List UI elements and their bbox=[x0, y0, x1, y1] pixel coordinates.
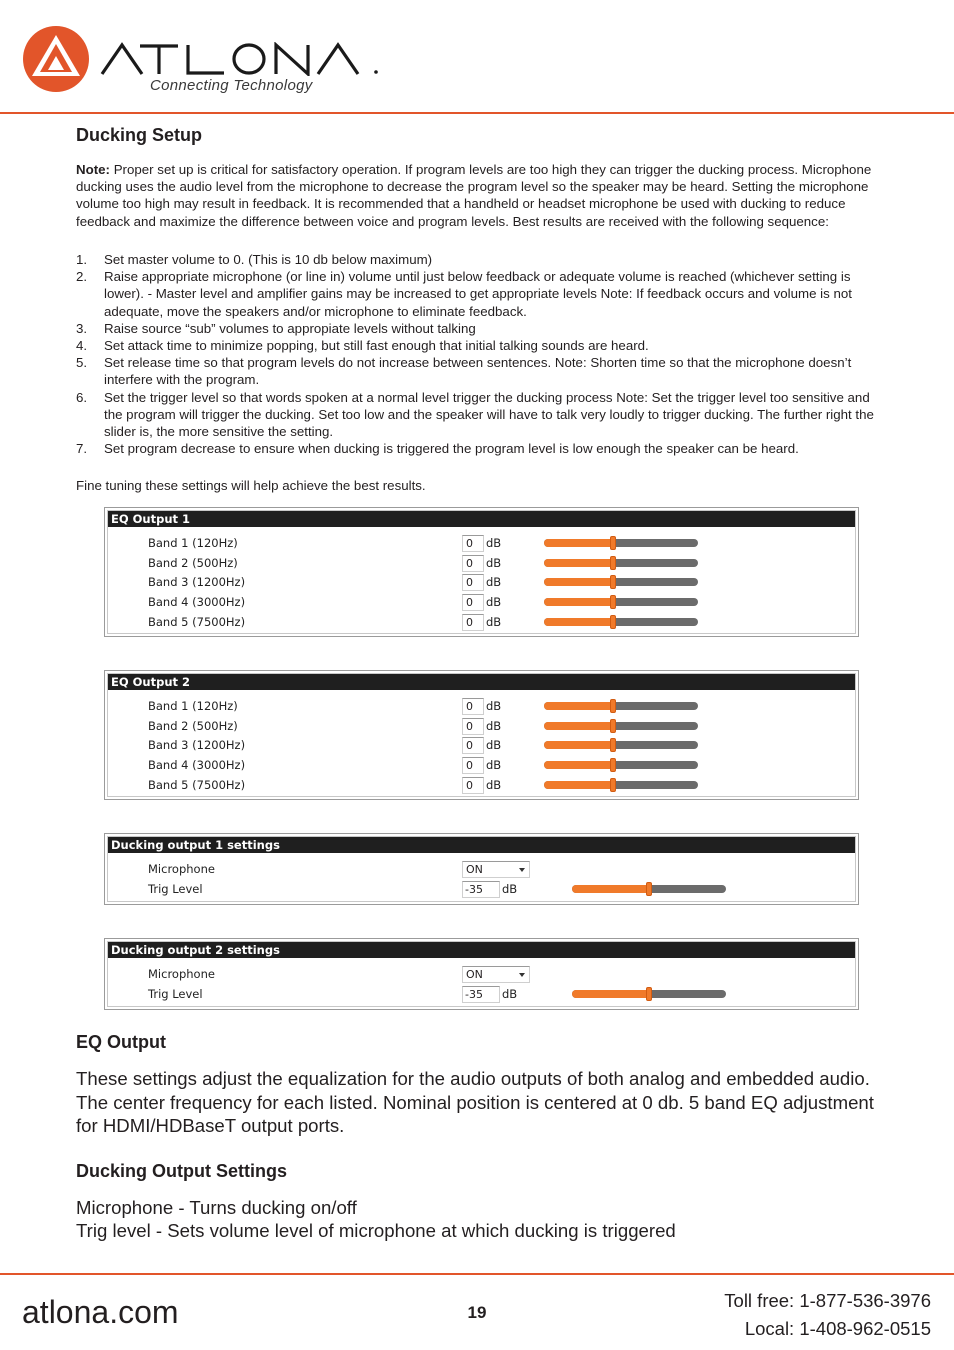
step-number: 4. bbox=[76, 338, 88, 354]
eq-output-1-panel bbox=[104, 507, 859, 637]
step-text: Set attack time to minimize popping, but still fast enough that initial talking sounds are heard. bbox=[104, 338, 649, 354]
step-number: 1. bbox=[76, 252, 88, 267]
slider-handle[interactable] bbox=[610, 615, 616, 629]
note-text: Proper set up is critical for satisfactory operation. If program levels are too high they can trigger the ducking process. Microphone ducking uses the audio level from the microphone to decrease the program level so the speaker may be heard. Setting the microphone volume too high may result in feedback. It is recommended that a handheld or headset microphone be used with ducking to reduce feedback and maximize the difference between voice and program levels. Best results are received with the following sequence: bbox=[76, 162, 872, 229]
band-value-input[interactable]: 0 bbox=[462, 777, 484, 794]
eq2-band-4-row bbox=[108, 756, 855, 775]
slider-fill bbox=[544, 578, 613, 586]
unit-label: dB bbox=[486, 536, 502, 550]
slider-handle[interactable] bbox=[610, 556, 616, 570]
unit-label: dB bbox=[486, 699, 502, 713]
band-slider[interactable] bbox=[544, 741, 698, 749]
band-label: Band 1 (120Hz) bbox=[148, 699, 238, 713]
slider-handle[interactable] bbox=[610, 758, 616, 772]
slider-handle[interactable] bbox=[610, 699, 616, 713]
note-label: Note: bbox=[76, 162, 110, 177]
step-number: 7. bbox=[76, 441, 88, 457]
eq2-band-3-row bbox=[108, 736, 855, 755]
ducking-output-1-panel bbox=[104, 833, 859, 905]
slider-fill bbox=[544, 741, 613, 749]
band-label: Band 4 (3000Hz) bbox=[148, 595, 246, 609]
slider-handle[interactable] bbox=[646, 987, 652, 1001]
slider-fill bbox=[544, 618, 613, 626]
band-label: Band 5 (7500Hz) bbox=[148, 615, 246, 629]
trig-level-input[interactable]: -35 bbox=[462, 986, 500, 1003]
slider-handle[interactable] bbox=[610, 738, 616, 752]
ducking1-microphone-row bbox=[108, 860, 855, 879]
band-slider[interactable] bbox=[544, 539, 698, 547]
slider-handle[interactable] bbox=[610, 575, 616, 589]
eq-output-description: These settings adjust the equalization for the audio outputs of both analog and embedded audio. The center frequency for each listed. Nominal position is centered at 0 db. 5 band EQ adjustment for HDMI/HDBaseT output ports. bbox=[76, 1068, 874, 1136]
eq2-band-5-row bbox=[108, 776, 855, 795]
step-number: 3. bbox=[76, 320, 88, 336]
section-heading-ducking-setup: Ducking Setup bbox=[76, 125, 203, 145]
ducking2-trig-row bbox=[108, 985, 855, 1004]
step-text: Set master volume to 0. (This is 10 db below maximum) bbox=[104, 252, 433, 267]
section-heading-eq-output: EQ Output bbox=[76, 1032, 166, 1052]
slider-fill bbox=[572, 990, 649, 998]
unit-label: dB bbox=[502, 882, 518, 896]
list-item bbox=[76, 440, 888, 457]
band-slider[interactable] bbox=[544, 598, 698, 606]
band-label: Band 3 (1200Hz) bbox=[148, 738, 246, 752]
slider-fill bbox=[544, 539, 613, 547]
eq1-band-1-row bbox=[108, 534, 855, 553]
step-number: 2. bbox=[76, 269, 88, 285]
band-slider[interactable] bbox=[544, 781, 698, 789]
unit-label: dB bbox=[486, 738, 502, 752]
step-text: Set the trigger level so that words spoken at a normal level trigger the ducking process Note: Set the trigger level too sensitive and the program will trigger the ducking. Set too low and the speaker will have to talk very loudly to trigger ducking. The further right the slider is, the more sensitive the setting. bbox=[104, 389, 874, 440]
eq1-band-3-row bbox=[108, 573, 855, 592]
unit-label: dB bbox=[486, 556, 502, 570]
local-number: Local: 1-408-962-0515 bbox=[744, 1318, 931, 1339]
list-item bbox=[76, 354, 888, 388]
microphone-label: Microphone bbox=[148, 862, 215, 876]
list-item bbox=[76, 337, 888, 354]
panel-title: EQ Output 2 bbox=[108, 674, 855, 690]
band-label: Band 5 (7500Hz) bbox=[148, 778, 246, 792]
microphone-select-value: ON bbox=[466, 863, 483, 876]
band-value-input[interactable]: 0 bbox=[462, 698, 484, 715]
band-value-input[interactable]: 0 bbox=[462, 555, 484, 572]
chevron-down-icon bbox=[519, 973, 525, 977]
unit-label: dB bbox=[486, 778, 502, 792]
panel-title: Ducking output 2 settings bbox=[108, 942, 855, 958]
band-label: Band 3 (1200Hz) bbox=[148, 575, 246, 589]
unit-label: dB bbox=[486, 595, 502, 609]
unit-label: dB bbox=[502, 987, 518, 1001]
ducking2-microphone-row bbox=[108, 965, 855, 984]
slider-handle[interactable] bbox=[610, 595, 616, 609]
eq2-band-1-row bbox=[108, 697, 855, 716]
fine-tuning-text: Fine tuning these settings will help achieve the best results. bbox=[76, 478, 426, 493]
unit-label: dB bbox=[486, 719, 502, 733]
band-value-input[interactable]: 0 bbox=[462, 535, 484, 552]
list-item bbox=[76, 320, 888, 337]
band-value-input[interactable]: 0 bbox=[462, 757, 484, 774]
step-number: 5. bbox=[76, 355, 88, 371]
toll-free-number: Toll free: 1-877-536-3976 bbox=[724, 1290, 931, 1311]
band-value-input[interactable]: 0 bbox=[462, 614, 484, 631]
slider-fill bbox=[544, 781, 613, 789]
microphone-select[interactable] bbox=[462, 966, 530, 983]
step-number: 6. bbox=[76, 389, 88, 405]
microphone-select-value: ON bbox=[466, 968, 483, 981]
slider-fill bbox=[572, 885, 649, 893]
slider-fill bbox=[544, 702, 613, 710]
band-label: Band 2 (500Hz) bbox=[148, 719, 238, 733]
band-slider[interactable] bbox=[544, 722, 698, 730]
ducking1-trig-row bbox=[108, 880, 855, 899]
ducking-output-line-trig-level: Trig level - Sets volume level of microphone at which ducking is triggered bbox=[76, 1220, 676, 1241]
band-value-input[interactable]: 0 bbox=[462, 574, 484, 591]
trig-level-slider[interactable] bbox=[572, 885, 726, 893]
slider-handle[interactable] bbox=[610, 719, 616, 733]
slider-fill bbox=[544, 722, 613, 730]
brand-tagline: Connecting Technology bbox=[150, 77, 313, 94]
band-value-input[interactable]: 0 bbox=[462, 594, 484, 611]
slider-handle[interactable] bbox=[646, 882, 652, 896]
footer-rule bbox=[0, 1273, 954, 1275]
panel-title: Ducking output 1 settings bbox=[108, 837, 855, 853]
slider-fill bbox=[544, 559, 613, 567]
atlona-logo-icon bbox=[23, 26, 89, 92]
list-item bbox=[76, 389, 888, 441]
band-slider[interactable] bbox=[544, 618, 698, 626]
unit-label: dB bbox=[486, 758, 502, 772]
list-item bbox=[76, 251, 888, 268]
eq1-band-5-row bbox=[108, 613, 855, 632]
ducking-note bbox=[76, 161, 888, 230]
slider-handle[interactable] bbox=[610, 778, 616, 792]
eq1-band-2-row bbox=[108, 554, 855, 573]
ducking-steps-list bbox=[76, 251, 888, 457]
band-label: Band 2 (500Hz) bbox=[148, 556, 238, 570]
list-item bbox=[76, 268, 888, 320]
panel-title: EQ Output 1 bbox=[108, 511, 855, 527]
band-value-input[interactable]: 0 bbox=[462, 737, 484, 754]
unit-label: dB bbox=[486, 615, 502, 629]
band-slider[interactable] bbox=[544, 578, 698, 586]
atlona-wordmark bbox=[100, 42, 385, 76]
trig-level-label: Trig Level bbox=[148, 882, 203, 896]
unit-label: dB bbox=[486, 575, 502, 589]
band-label: Band 1 (120Hz) bbox=[148, 536, 238, 550]
slider-handle[interactable] bbox=[610, 536, 616, 550]
band-slider[interactable] bbox=[544, 559, 698, 567]
step-text: Raise appropriate microphone (or line in) volume until just below feedback or adequate volume is reached (whichever setting is lower). - Master level and amplifier gains may be increased to get appropriate levels Note: If feedback occurs and volume is not adequate, move the speakers and/or microphone to eliminate feedback. bbox=[104, 269, 852, 319]
eq1-band-4-row bbox=[108, 593, 855, 612]
chevron-down-icon bbox=[519, 868, 525, 872]
section-heading-ducking-output-settings: Ducking Output Settings bbox=[76, 1161, 287, 1181]
trig-level-slider[interactable] bbox=[572, 990, 726, 998]
page-header bbox=[0, 0, 954, 114]
microphone-select[interactable] bbox=[462, 861, 530, 878]
trig-level-label: Trig Level bbox=[148, 987, 203, 1001]
step-text: Set release time so that program levels do not increase between sentences. Note: Shorten time so that the microphone doesn’t interfere with the program. bbox=[104, 355, 852, 388]
band-value-input[interactable]: 0 bbox=[462, 718, 484, 735]
band-label: Band 4 (3000Hz) bbox=[148, 758, 246, 772]
band-slider[interactable] bbox=[544, 702, 698, 710]
ducking-output-2-panel bbox=[104, 938, 859, 1010]
step-text: Set program decrease to ensure when ducking is triggered the program level is low enough the speaker can be heard. bbox=[104, 441, 799, 457]
microphone-label: Microphone bbox=[148, 967, 215, 981]
slider-fill bbox=[544, 761, 613, 769]
footer-website: atlona.com bbox=[22, 1294, 179, 1330]
band-slider[interactable] bbox=[544, 761, 698, 769]
eq2-band-2-row bbox=[108, 717, 855, 736]
page-number: 19 bbox=[467, 1303, 487, 1322]
header-rule bbox=[0, 112, 954, 114]
footer-contact bbox=[724, 1287, 931, 1343]
ducking-output-line-microphone: Microphone - Turns ducking on/off bbox=[76, 1197, 357, 1218]
trig-level-input[interactable]: -35 bbox=[462, 881, 500, 898]
eq-output-2-panel bbox=[104, 670, 859, 800]
slider-fill bbox=[544, 598, 613, 606]
step-text: Raise source “sub” volumes to appropiate levels without talking bbox=[104, 320, 476, 336]
